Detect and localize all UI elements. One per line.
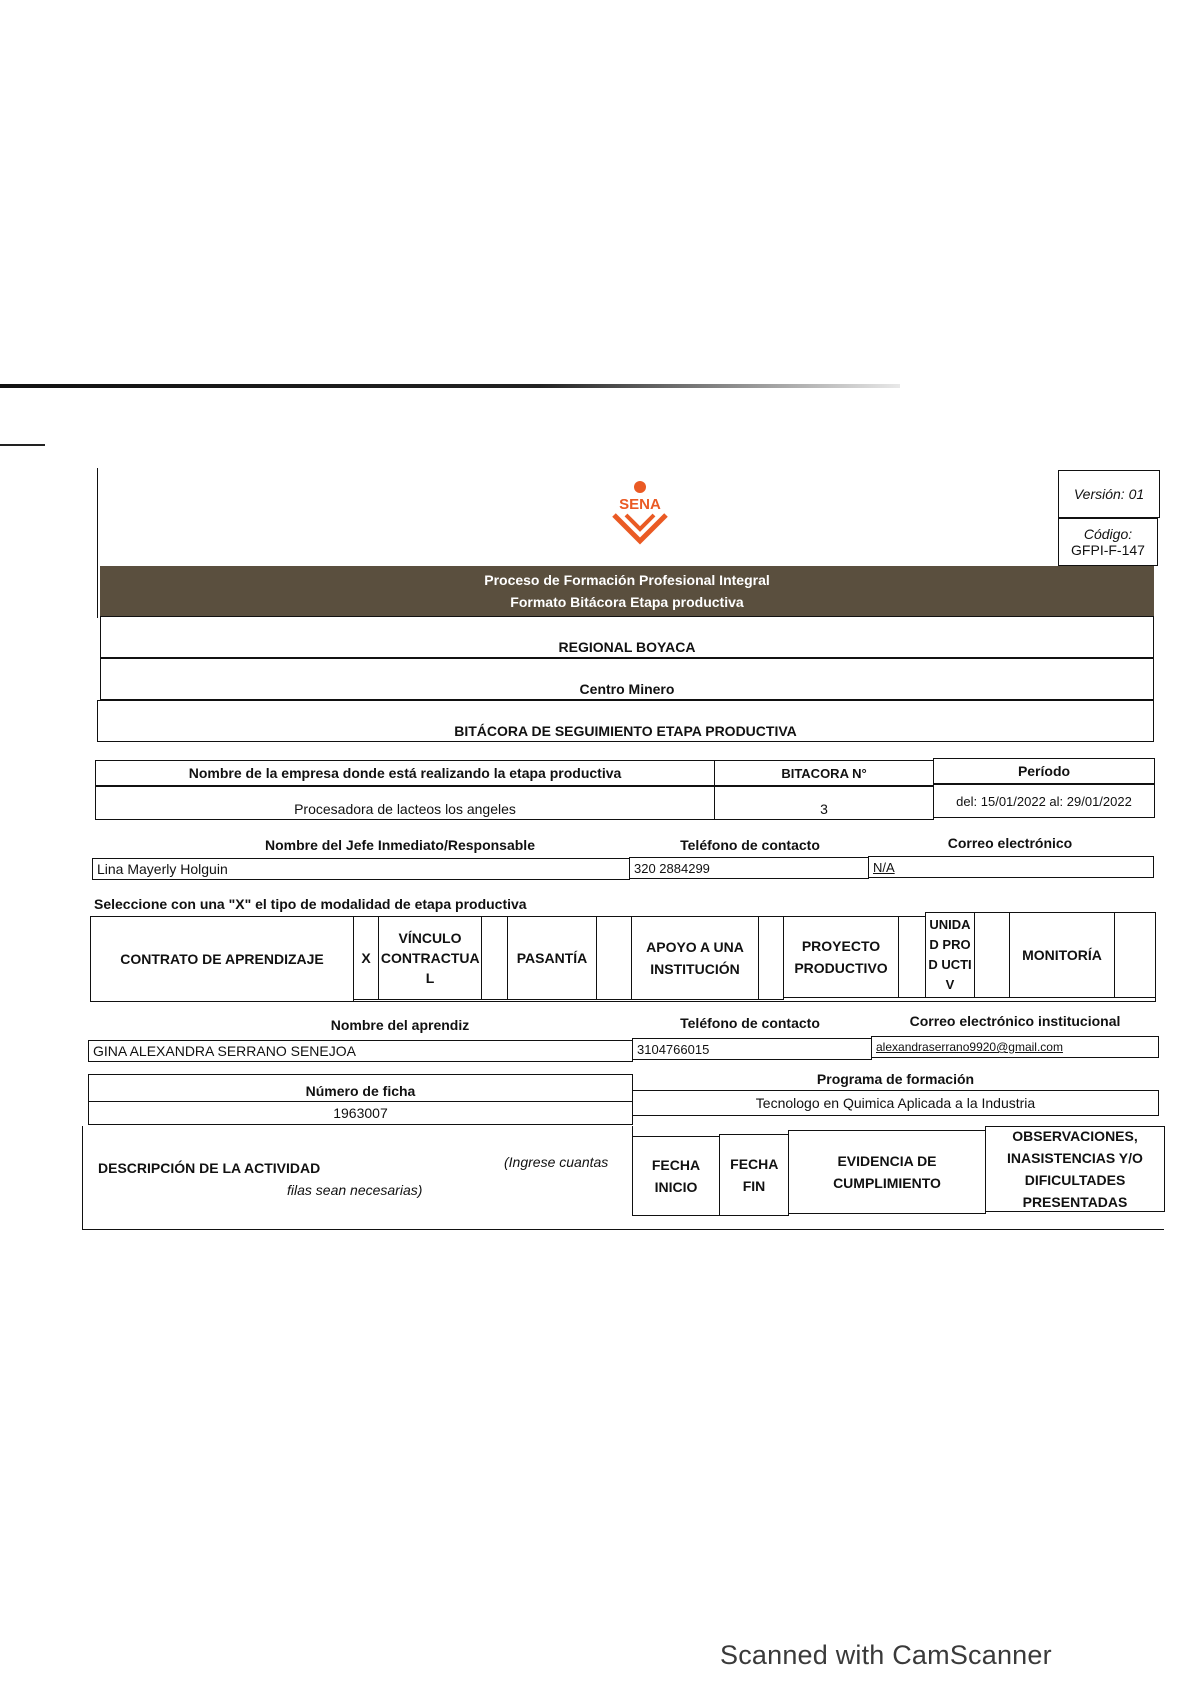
modality-unidad-check xyxy=(974,912,1010,998)
apprentice-name: GINA ALEXANDRA SERRANO SENEJOA xyxy=(88,1040,633,1062)
activity-description-hint-2: filas sean necesarias) xyxy=(287,1182,423,1198)
boss-email: N/A xyxy=(868,856,1154,878)
modality-monitoria: MONITORÍA xyxy=(1009,912,1115,998)
code-box xyxy=(1058,518,1158,566)
periodo-value: del: 15/01/2022 al: 29/01/2022 xyxy=(933,784,1155,818)
ficha-value: 1963007 xyxy=(88,1101,633,1125)
modality-unidad: UNIDA D PROD UCTIV xyxy=(925,912,975,998)
modality-vinculo-check xyxy=(481,916,508,1000)
bitacora-number-value: 3 xyxy=(714,786,934,820)
modality-apoyo: APOYO A UNA INSTITUCIÓN xyxy=(631,916,759,1000)
modality-monitoria-check xyxy=(1114,912,1156,998)
activity-description-label: DESCRIPCIÓN DE LA ACTIVIDAD xyxy=(98,1160,321,1176)
boss-email-label: Correo electrónico xyxy=(947,835,1073,851)
boss-phone-label: Teléfono de contacto xyxy=(680,837,820,853)
observaciones-header: OBSERVACIONES, INASISTENCIAS Y/O DIFICULTADES PRESENTADAS xyxy=(985,1126,1165,1212)
modality-pasantia-check xyxy=(596,916,632,1000)
modality-contrato-mark: X xyxy=(353,916,379,1000)
version-box xyxy=(1058,470,1160,518)
modality-apoyo-check xyxy=(758,916,784,1000)
modality-proyecto-check xyxy=(898,916,926,998)
bitacora-title: BITÁCORA DE SEGUIMIENTO ETAPA PRODUCTIVA xyxy=(454,723,797,739)
sena-logo-icon xyxy=(602,479,678,547)
process-banner xyxy=(100,566,1154,616)
program-value: Tecnologo en Quimica Aplicada a la Industria xyxy=(632,1090,1159,1116)
company-label: Nombre de la empresa donde está realizando la etapa productiva xyxy=(95,760,715,786)
centro-box xyxy=(100,658,1154,700)
code-value: GFPI-F-147 xyxy=(1071,542,1145,558)
regional-box xyxy=(100,616,1154,658)
boss-name-label: Nombre del Jefe Inmediato/Responsable xyxy=(265,837,535,853)
camscanner-watermark: Scanned with CamScanner xyxy=(720,1640,1052,1670)
banner-line-1: Proceso de Formación Profesional Integral xyxy=(484,572,770,588)
periodo-label: Período xyxy=(933,758,1155,784)
modality-instruction: Seleccione con una "X" el tipo de modalidad de etapa productiva xyxy=(94,896,527,912)
fecha-fin-header: FECHA FIN xyxy=(719,1134,789,1216)
modality-proyecto: PROYECTO PRODUCTIVO xyxy=(783,916,899,998)
centro-name: Centro Minero xyxy=(579,681,675,697)
modality-pasantia: PASANTÍA xyxy=(507,916,597,1000)
modality-vinculo: VÍNCULO CONTRACTUA L xyxy=(378,916,482,1000)
ficha-label: Número de ficha xyxy=(88,1074,633,1102)
banner-line-2: Formato Bitácora Etapa productiva xyxy=(510,594,744,610)
code-label: Código: xyxy=(1083,526,1133,542)
logo-wordmark: SENA xyxy=(619,496,661,513)
version-text: Versión: 01 xyxy=(1073,486,1145,502)
company-value: Procesadora de lacteos los angeles xyxy=(95,786,715,820)
apprentice-name-label: Nombre del aprendiz xyxy=(330,1017,470,1033)
apprentice-email: alexandraserrano9920@gmail.com xyxy=(871,1036,1159,1058)
boss-phone: 320 2884299 xyxy=(629,857,869,879)
evidencia-header: EVIDENCIA DE CUMPLIMIENTO xyxy=(788,1130,986,1214)
activity-description-cell xyxy=(82,1126,633,1216)
program-label: Programa de formación xyxy=(816,1071,975,1087)
regional-name: REGIONAL BOYACA xyxy=(558,639,696,655)
bitacora-title-box xyxy=(97,700,1154,742)
scan-edge-mark xyxy=(0,444,45,446)
bitacora-number-label: BITACORA N° xyxy=(714,760,934,786)
activity-description-hint-1: (Ingrese cuantas xyxy=(504,1154,609,1170)
apprentice-phone-label: Teléfono de contacto xyxy=(680,1015,820,1031)
modality-contrato: CONTRATO DE APRENDIZAJE xyxy=(90,916,354,1002)
scan-edge-line xyxy=(0,384,900,388)
apprentice-phone: 3104766015 xyxy=(632,1038,872,1060)
boss-name: Lina Mayerly Holguin xyxy=(92,858,630,880)
fecha-inicio-header: FECHA INICIO xyxy=(632,1136,720,1216)
apprentice-email-label: Correo electrónico institucional xyxy=(909,1013,1121,1029)
sena-logo xyxy=(600,478,680,548)
